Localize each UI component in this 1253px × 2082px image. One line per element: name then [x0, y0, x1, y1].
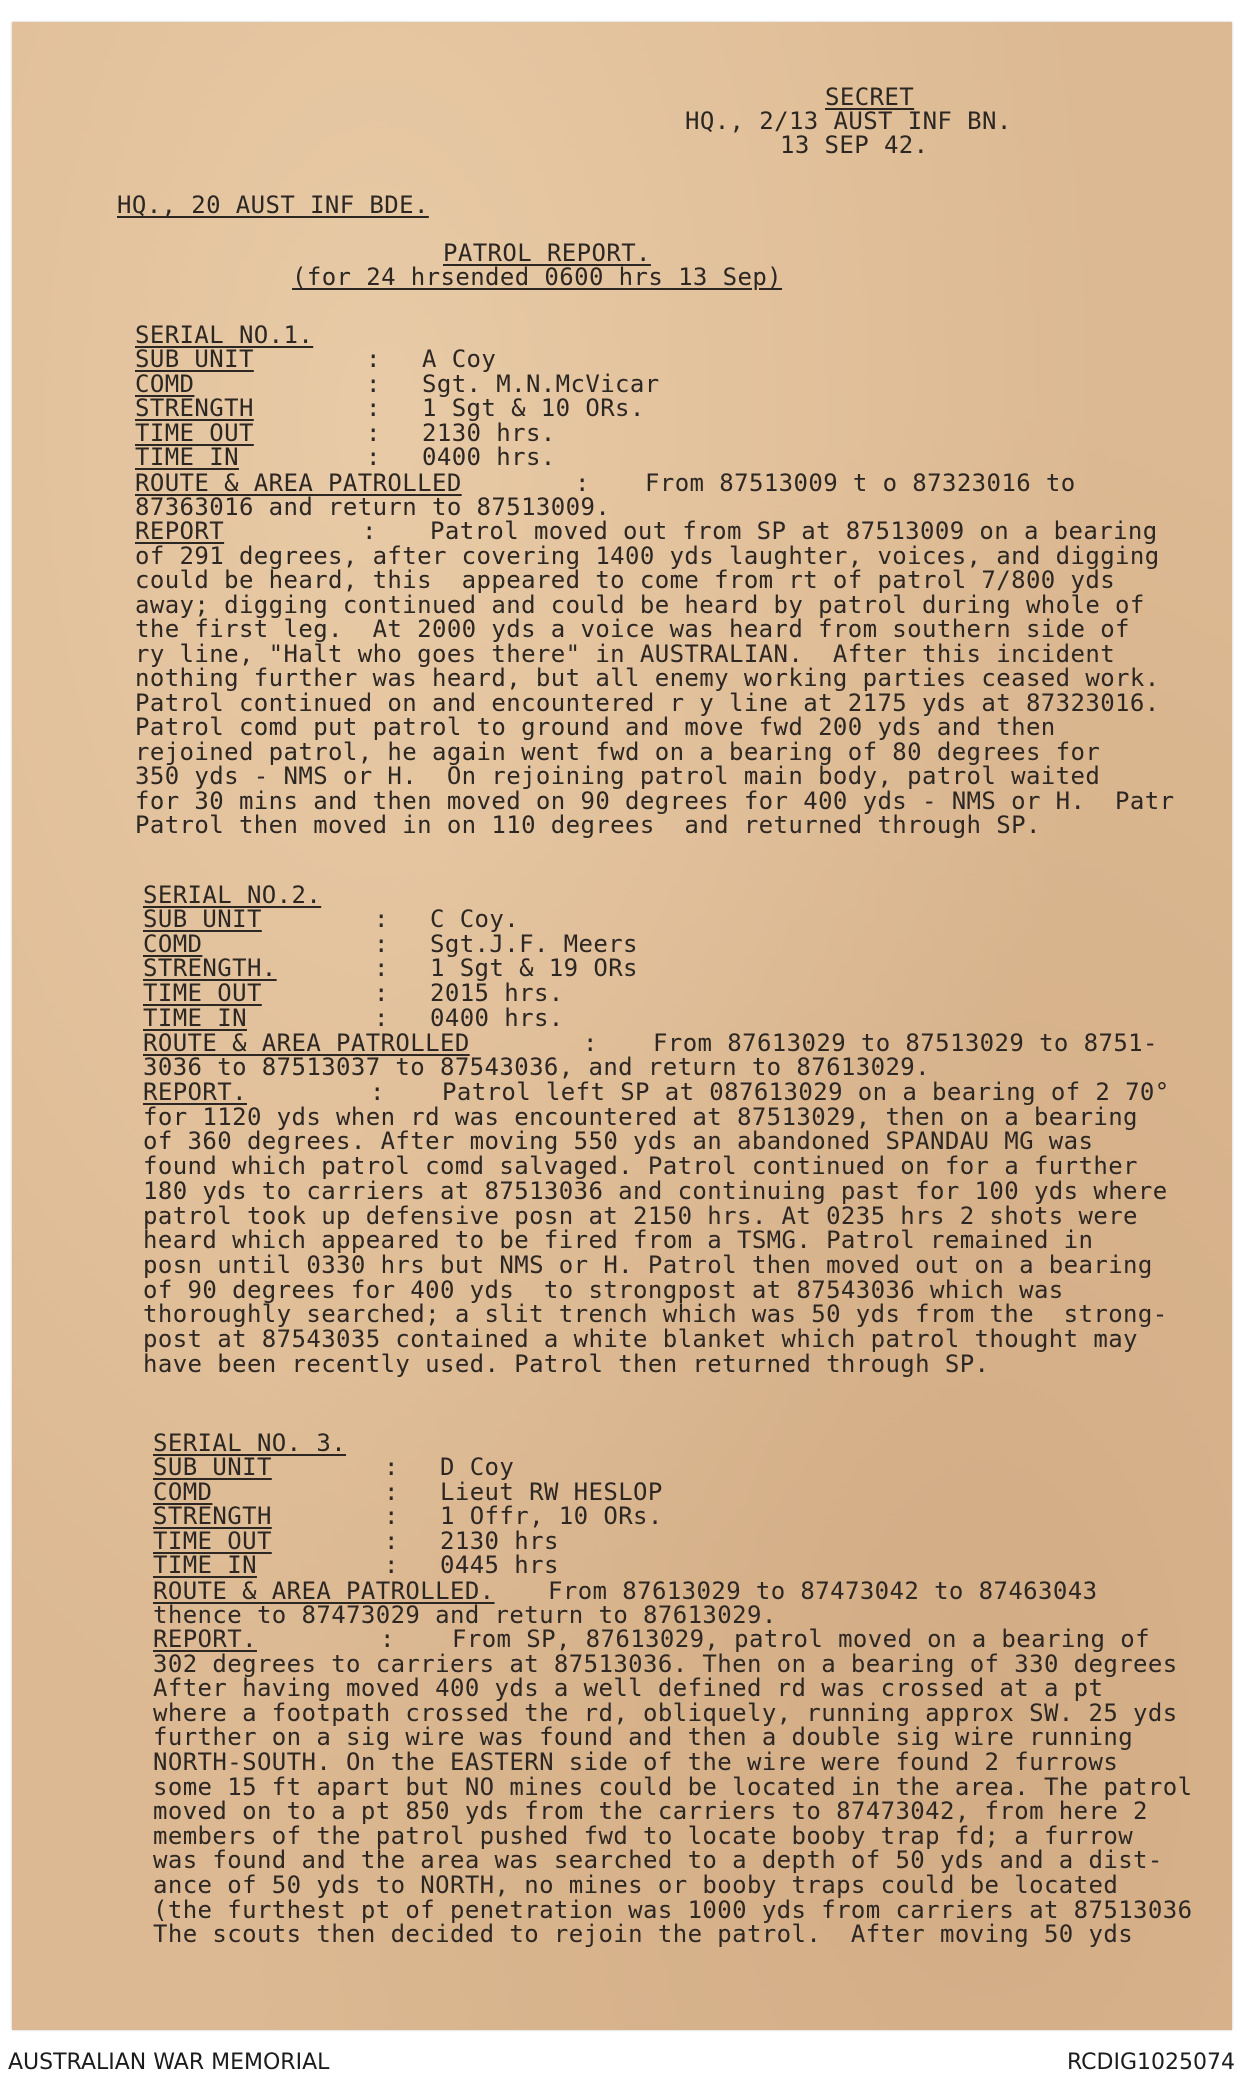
field-separator: :	[384, 1502, 399, 1531]
report-text-line: 180 yds to carriers at 87513036 and continuing past for 100 yds where	[143, 1176, 1168, 1205]
report-text-line: of 90 degrees for 400 yds to strongpost at 87543036 which was	[143, 1275, 1064, 1304]
report-text-line: rejoined patrol, he again went fwd on a bearing of 80 degrees for	[135, 737, 1101, 766]
field-value: Lieut RW HESLOP	[440, 1477, 663, 1506]
report-text-line: 302 degrees to carriers at 87513036. Then on a bearing of 330 degrees	[153, 1649, 1178, 1678]
report-text-line: Patrol left SP at 087613029 on a bearing of 2 70°	[442, 1078, 1170, 1106]
report-separator: :	[380, 1625, 395, 1653]
route-text-line: From 87613029 to 87513029 to 8751-	[653, 1029, 1158, 1057]
report-text-line: have been recently used. Patrol then returned through SP.	[143, 1349, 990, 1378]
field-value: 1 Sgt & 10 ORs.	[422, 394, 645, 422]
report-text-line: further on a sig wire was found and then a double sig wire running	[153, 1723, 1134, 1752]
field-value: A Coy	[422, 345, 497, 373]
report-text-line: ance of 50 yds to NORTH, no mines or booby traps could be located	[153, 1871, 1119, 1899]
report-text-line: found which patrol comd salvaged. Patrol continued on for a further	[143, 1152, 1138, 1181]
route-text-line: thence to 87473029 and return to 87613029.	[153, 1601, 777, 1629]
field-value: C Coy.	[430, 905, 520, 933]
field-label: STRENGTH	[153, 1502, 272, 1531]
report-text-line: for 1120 yds when rd was encountered at 87513029, then on a bearing	[143, 1102, 1138, 1131]
report-text-line: for 30 mins and then moved on 90 degrees for 400 yds - NMS or H. Patr	[135, 786, 1175, 815]
route-separator: :	[575, 469, 590, 497]
field-value: 0400 hrs.	[430, 1003, 564, 1032]
serial-heading: SERIAL NO.2.	[143, 881, 322, 909]
report-text-line: of 360 degrees. After moving 550 yds an abandoned SPANDAU MG was	[143, 1127, 1094, 1156]
field-separator: :	[384, 1551, 399, 1580]
field-value: 2015 hrs.	[430, 979, 564, 1008]
addressee: HQ., 20 AUST INF BDE.	[117, 191, 429, 219]
field-label: COMD	[153, 1477, 213, 1506]
field-value: 0445 hrs	[440, 1551, 559, 1580]
serial-heading: SERIAL NO. 3.	[153, 1429, 347, 1457]
report-text-line: was found and the area was searched to a depth of 50 yds and a dist-	[153, 1846, 1163, 1875]
report-text-line: thoroughly searched; a slit trench which was 50 yds from the strong-	[143, 1300, 1168, 1329]
report-separator: :	[370, 1078, 385, 1106]
field-value: 2130 hrs.	[422, 418, 556, 447]
report-text-line: moved on to a pt 850 yds from the carriers to 87473042, from here 2	[153, 1797, 1148, 1826]
report-text-line: of 291 degrees, after covering 1400 yds laughter, voices, and digging	[135, 541, 1160, 570]
secret-marking: SECRET	[825, 83, 915, 111]
document-sheet	[12, 22, 1232, 2030]
serial-heading: SERIAL NO.1.	[135, 321, 314, 349]
route-text-line: From 87613029 to 87473042 to 87463043	[548, 1577, 1098, 1605]
route-text-line: 87363016 and return to 87513009.	[135, 493, 611, 521]
field-separator: :	[384, 1477, 399, 1506]
route-label: ROUTE & AREA PATROLLED	[143, 1029, 470, 1057]
field-label: STRENGTH.	[143, 954, 277, 983]
field-label: SUB UNIT	[153, 1453, 272, 1481]
field-label: COMD	[135, 369, 195, 398]
report-label: REPORT.	[153, 1625, 257, 1653]
field-separator: :	[374, 905, 389, 933]
field-value: 0400 hrs.	[422, 443, 556, 471]
report-text-line: where a footpath crossed the rd, obliquely, running approx SW. 25 yds	[153, 1698, 1178, 1727]
report-label: REPORT.	[143, 1078, 247, 1106]
report-text-line: From SP, 87613029, patrol moved on a bearing of	[452, 1625, 1150, 1653]
report-text-line: After having moved 400 yds a well defined rd was crossed at a pt	[153, 1674, 1104, 1703]
field-label: COMD	[143, 929, 203, 958]
field-separator: :	[374, 979, 389, 1008]
report-text-line: heard which appeared to be fired from a TSMG. Patrol remained in	[143, 1226, 1094, 1255]
field-label: TIME IN	[135, 443, 239, 471]
report-text-line: post at 87543035 contained a white blanket which patrol thought may	[143, 1325, 1138, 1353]
field-value: D Coy	[440, 1453, 515, 1481]
field-separator: :	[366, 345, 381, 373]
route-separator: :	[583, 1029, 598, 1057]
field-separator: :	[366, 418, 381, 447]
report-text-line: posn until 0330 hrs but NMS or H. Patrol then moved out on a bearing	[143, 1250, 1153, 1279]
report-text-line: Patrol then moved in on 110 degrees and returned through SP.	[135, 811, 1041, 839]
archive-footer	[0, 2046, 1253, 2082]
report-text-line: The scouts then decided to rejoin the patrol. After moving 50 yds	[153, 1920, 1134, 1949]
route-label: ROUTE & AREA PATROLLED.	[153, 1577, 495, 1605]
report-text-line: patrol took up defensive posn at 2150 hrs. At 0235 hrs 2 shots were	[143, 1201, 1138, 1230]
field-separator: :	[384, 1453, 399, 1481]
report-separator: :	[362, 517, 377, 545]
report-text-line: nothing further was heard, but all enemy working parties ceased work.	[135, 664, 1160, 692]
field-value: 1 Sgt & 19 ORs	[430, 954, 638, 983]
field-separator: :	[374, 929, 389, 958]
archive-reference: RCDIG1025074	[1066, 2050, 1235, 2075]
route-text-line: 3036 to 87513037 to 87543036, and return to 87613029.	[143, 1053, 931, 1081]
field-label: SUB UNIT	[143, 905, 262, 933]
field-separator: :	[384, 1526, 399, 1555]
report-text-line: ry line, "Halt who goes there" in AUSTRALIAN. After this incident	[135, 639, 1116, 668]
report-text-line: (the furthest pt of penetration was 1000 yds from carriers at 87513036	[153, 1895, 1193, 1924]
field-separator: :	[366, 394, 381, 422]
report-date: 13 SEP 42.	[780, 131, 929, 159]
field-value: 2130 hrs	[440, 1526, 559, 1555]
field-separator: :	[366, 369, 381, 398]
report-title: PATROL REPORT.	[443, 239, 651, 267]
field-label: TIME OUT	[143, 979, 262, 1008]
report-text-line: some 15 ft apart but NO mines could be located in the area. The patrol	[153, 1772, 1193, 1801]
report-text-line: Patrol comd put patrol to ground and move fwd 200 yds and then	[135, 713, 1056, 741]
field-label: TIME IN	[153, 1551, 257, 1580]
field-separator: :	[374, 1003, 389, 1032]
report-text-line: NORTH-SOUTH. On the EASTERN side of the wire were found 2 furrows	[153, 1748, 1119, 1776]
report-text-line: away; digging continued and could be heard by patrol during whole of	[135, 590, 1145, 619]
field-label: TIME OUT	[135, 418, 254, 447]
field-separator: :	[366, 443, 381, 471]
field-label: STRENGTH	[135, 394, 254, 422]
report-subtitle: (for 24 hrsended 0600 hrs 13 Sep)	[292, 263, 783, 291]
report-text-line: Patrol continued on and encountered r y line at 2175 yds at 87323016.	[135, 688, 1160, 717]
archive-name: AUSTRALIAN WAR MEMORIAL	[8, 2050, 330, 2075]
unit-hq-line: HQ., 2/13 AUST INF BN.	[685, 107, 1012, 135]
route-label: ROUTE & AREA PATROLLED	[135, 469, 462, 497]
report-label: REPORT	[135, 517, 225, 545]
field-label: TIME IN	[143, 1003, 247, 1032]
field-separator: :	[374, 954, 389, 983]
report-text-line: Patrol moved out from SP at 87513009 on a bearing	[430, 517, 1158, 545]
report-text-line: 350 yds - NMS or H. On rejoining patrol main body, patrol waited	[135, 762, 1101, 790]
report-text-line: members of the patrol pushed fwd to locate booby trap fd; a furrow	[153, 1821, 1134, 1850]
field-label: SUB UNIT	[135, 345, 254, 373]
field-value: Sgt.J.F. Meers	[430, 929, 638, 958]
field-label: TIME OUT	[153, 1526, 272, 1555]
report-text-line: the first leg. At 2000 yds a voice was heard from southern side of	[135, 615, 1130, 643]
report-text-line: could be heard, this appeared to come from rt of patrol 7/800 yds	[135, 566, 1116, 594]
route-text-line: From 87513009 t o 87323016 to	[645, 469, 1076, 497]
field-value: 1 Offr, 10 ORs.	[440, 1502, 663, 1531]
field-value: Sgt. M.N.McVicar	[422, 369, 660, 398]
